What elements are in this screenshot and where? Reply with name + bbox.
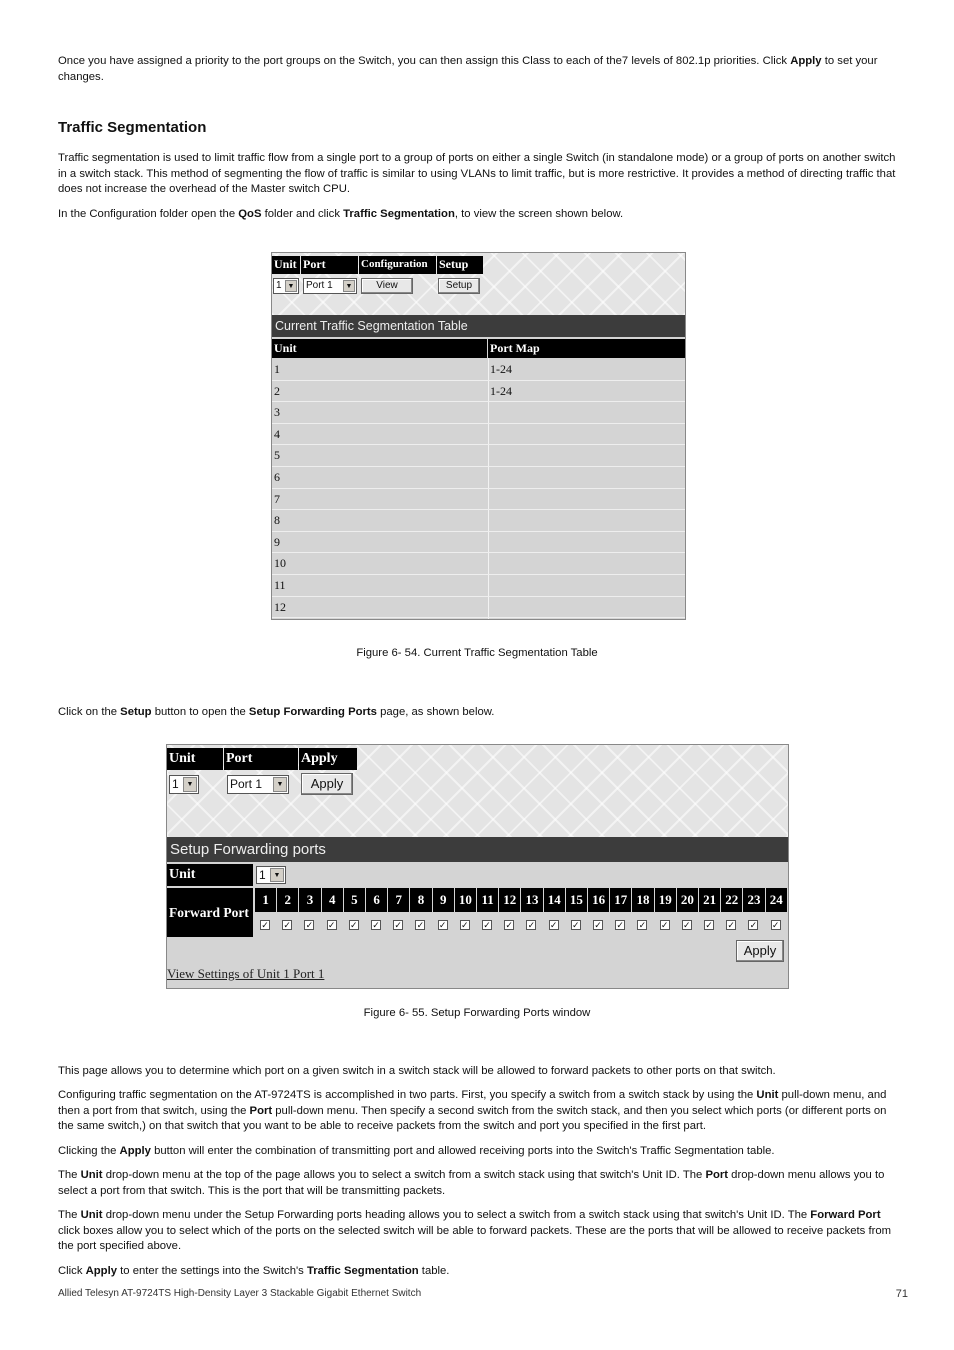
forward-port-checkbox-21[interactable]: ✓ [705,920,713,930]
p8-unit: Unit [80,1209,103,1221]
paragraph-1: Traffic segmentation is used to limit traffic flow from a single port to a group of ports on either a single Switch (in standalone mode) or a group of ports on another switch in a switch stack. This method of segmenting the flow of traffic is similar to using VLANs to limit traffic, but is more restrictive. It provides a method of directing traffic that does not increase the overhead of the Master switch CPU. [58,152,896,195]
forward-port-checkbox-11[interactable]: ✓ [483,920,491,930]
forward-port-checkbox-15[interactable]: ✓ [572,920,580,930]
section-title: Traffic Segmentation [58,119,207,136]
fig1-header-unit: Unit [272,256,300,274]
forward-port-checkbox-9[interactable]: ✓ [438,920,447,930]
paragraph-2 [58,207,898,223]
p2-text3: , to view the screen shown below. [454,208,624,220]
port-number-21: 21 [699,888,720,912]
forward-port-checkbox-2[interactable]: ✓ [283,920,291,930]
forward-port-checkbox-20[interactable]: ✓ [683,920,691,930]
forward-port-checkbox-14[interactable]: ✓ [549,920,558,930]
p7-unit: Unit [80,1169,103,1181]
page-footer: Allied Telesyn AT-9724TS High-Density Layer 3 Stackable Gigabit Ethernet Switch [58,1288,422,1299]
row-unit: 2 [274,383,280,398]
table-row [272,489,685,511]
port-number-10: 10 [455,888,476,912]
port-number-9: 9 [433,888,454,912]
p8-text2: drop-down menu under the Setup Forwarding ports heading allows you to select a switch from a switch stack using that switch's Unit ID. The [102,1209,811,1221]
fig2-unit2-value: 1 [259,868,266,882]
intro-apply-bold: Apply [790,55,822,67]
p3-setup-fwd: Setup Forwarding Ports [248,706,377,718]
p7-text3: drop-down menu allows you to select a port from that switch. This is the port that will be transmitting packets. [58,1169,885,1197]
fig2-apply2-button[interactable]: Apply [736,940,784,962]
fig1-table-title: Current Traffic Segmentation Table [272,315,685,337]
p9-traffic-seg: Traffic Segmentation [306,1265,419,1277]
fig1-view-button[interactable]: View [361,278,413,294]
port-number-7: 7 [388,888,409,912]
forward-port-checkbox-7[interactable]: ✓ [394,920,402,930]
paragraph-8 [58,1208,898,1255]
port-number-20: 20 [677,888,698,912]
port-number-15: 15 [566,888,587,912]
row-unit: 3 [274,405,280,420]
fig2-header-apply: Apply [299,748,357,770]
forward-port-checkbox-24[interactable]: ✓ [771,920,780,930]
fig1-col-unit: Unit [272,339,487,358]
port-number-23: 23 [743,888,764,912]
intro-paragraph [58,54,898,85]
paragraph-9 [58,1264,898,1280]
p3-setup: Setup [120,706,152,718]
p3-text2: button to open the [151,706,249,718]
table-row [272,424,685,446]
p9-apply: Apply [85,1265,118,1277]
p2-qos: QoS [238,208,262,220]
port-number-4: 4 [322,888,343,912]
p2-text: In the Configuration folder open the [58,208,239,220]
fig2-title: Setup Forwarding ports [167,837,788,862]
port-number-12: 12 [499,888,520,912]
paragraph-3 [58,705,898,721]
p6-text: Clicking the [58,1145,120,1157]
forward-port-checkbox-10[interactable]: ✓ [461,920,469,930]
p6-apply: Apply [119,1145,151,1157]
table-row [272,532,685,554]
port-number-2: 2 [277,888,298,912]
p3-text3: page, as shown below. [376,706,495,718]
port-number-24: 24 [766,888,787,912]
table-row [272,553,685,575]
fig1-setup-button[interactable]: Setup [438,278,480,294]
forward-port-checkbox-22[interactable]: ✓ [727,920,735,930]
port-number-6: 6 [366,888,387,912]
fig1-header-setup: Setup [437,256,483,274]
p7-text: The [58,1169,81,1181]
fig2-unit-value: 1 [172,777,179,791]
row-unit: 5 [274,448,280,463]
port-number-11: 11 [477,888,498,912]
forward-port-checkbox-5[interactable]: ✓ [350,920,358,930]
p5-port: Port [249,1104,273,1117]
paragraph-5 [58,1088,898,1135]
row-unit: 11 [274,578,286,592]
p6-text2: button will enter the combination of transmitting port and allowed receiving ports into the Switch's Traffic Segmentation table. [150,1145,775,1157]
row-port-map: 1-24 [490,362,512,376]
row-unit: 7 [274,491,280,506]
fig2-header-port: Port [224,748,298,770]
row-port-map: 1-24 [490,383,512,398]
figure-1-screenshot [271,252,686,620]
port-number-16: 16 [588,888,609,912]
table-row [272,402,685,424]
p8-forward-port: Forward Port [810,1209,881,1221]
forward-port-checkbox-18[interactable]: ✓ [638,920,647,930]
p5-text3: pull-down menu. Then specify a second switch from the switch stack, and then you select which ports (or different ports on the same switch,) on that switch that you want to be able to receive packets from the switch and port you specified in the first part. [58,1104,887,1132]
fig2-unit-label: Unit [167,864,253,886]
fig2-header-unit: Unit [167,748,223,770]
forward-port-checkbox-3[interactable]: ✓ [305,920,314,930]
fig1-unit-select[interactable] [273,278,299,294]
p7-port: Port [705,1169,729,1181]
port-number-1: 1 [255,888,276,912]
table-row [272,597,685,619]
fig2-forward-port-label: Forward Port [167,888,253,937]
figure-2-caption: Figure 6- 55. Setup Forwarding Ports window [363,1007,591,1019]
row-unit: 10 [274,556,286,571]
p9-text2: to enter the settings into the Switch's [117,1265,307,1277]
p9-text3: table. [418,1265,450,1277]
p5-unit: Unit [756,1089,779,1101]
row-unit: 4 [274,426,280,441]
forward-port-checkbox-8[interactable]: ✓ [416,920,425,930]
fig2-view-settings-link[interactable]: View Settings of Unit 1 Port 1 [167,966,325,981]
p5-text: Configuring traffic segmentation on the AT-9724TS is accomplished in two parts. First, you specify a switch from a switch stack by using the [58,1089,757,1101]
port-number-14: 14 [544,888,565,912]
page-number: 71 [895,1288,908,1300]
forward-port-checkbox-4[interactable]: ✓ [327,920,336,930]
fig1-header-configuration: Configuration [359,256,436,274]
fig1-unit-value: 1 [276,280,282,291]
p2-text2: folder and click [261,208,344,220]
chevron-down-icon: ▼ [270,868,284,882]
table-row [272,445,685,467]
fig1-header-port: Port [301,256,358,274]
fig2-apply-button[interactable]: Apply [301,773,353,795]
forward-port-checkbox-12[interactable]: ✓ [505,920,513,930]
row-unit: 1 [274,362,280,376]
fig2-unit-select[interactable] [169,775,199,794]
row-unit: 8 [274,513,280,528]
chevron-down-icon: ▼ [285,280,297,292]
table-row [272,575,685,597]
port-number-8: 8 [410,888,431,912]
port-number-13: 13 [521,888,542,912]
port-number-18: 18 [632,888,653,912]
table-row [272,381,685,403]
chevron-down-icon: ▼ [183,777,197,792]
port-number-3: 3 [299,888,320,912]
row-unit: 9 [274,534,280,549]
chevron-down-icon: ▼ [343,280,355,292]
forward-port-checkbox-16[interactable]: ✓ [594,920,602,930]
forward-port-checkbox-6[interactable]: ✓ [372,920,380,930]
table-row [272,510,685,532]
fig1-port-value: Port 1 [306,280,333,291]
table-row [272,467,685,489]
paragraph-6 [58,1144,898,1160]
p5-text2: pull-down menu, and then a port from that switch, using the [58,1089,887,1117]
fig2-port-value: Port 1 [230,777,263,791]
p9-text: Click [58,1265,86,1277]
p7-text2: drop-down menu at the top of the page allows you to select a switch from a switch stack using that switch's Unit ID. The [102,1169,706,1181]
intro-text-end: to set your changes. [58,55,878,83]
figure-2-screenshot [166,744,789,989]
table-row [272,359,685,381]
forward-port-checkbox-19[interactable]: ✓ [660,920,669,930]
forward-port-checkbox-13[interactable]: ✓ [527,920,536,930]
p3-text: Click on the [58,706,121,718]
fig2-port-select[interactable] [227,775,289,794]
fig1-port-select[interactable] [303,278,357,294]
p2-traffic-seg: Traffic Segmentation [343,208,455,220]
port-number-17: 17 [610,888,631,912]
fig2-unit2-select[interactable] [256,866,286,884]
chevron-down-icon: ▼ [273,777,287,792]
row-unit: 12 [274,599,286,614]
p8-text: The [58,1209,81,1221]
row-unit: 6 [274,470,280,484]
intro-text: Once you have assigned a priority to the port groups on the Switch, you can then assign this Class to each of the7 levels of 802.1p priorities. Click [58,55,791,67]
forward-port-checkbox-23[interactable]: ✓ [749,920,758,930]
forward-port-checkbox-1[interactable]: ✓ [261,920,269,930]
port-number-5: 5 [344,888,365,912]
forward-port-checkbox-17[interactable]: ✓ [616,920,624,930]
port-number-19: 19 [655,888,676,912]
port-number-22: 22 [721,888,742,912]
paragraph-4: This page allows you to determine which port on a given switch in a switch stack will be allowed to forward packets to other ports on that switch. [58,1065,776,1077]
fig1-col-portmap: Port Map [488,339,685,358]
paragraph-7 [58,1168,898,1199]
figure-1-caption: Figure 6- 54. Current Traffic Segmentation Table [356,647,598,659]
p8-text3: click boxes allow you to select which of the ports on the selected switch will be able to forward packets. These are the ports that will be allowed to receive packets from the port specified above. [58,1224,892,1252]
